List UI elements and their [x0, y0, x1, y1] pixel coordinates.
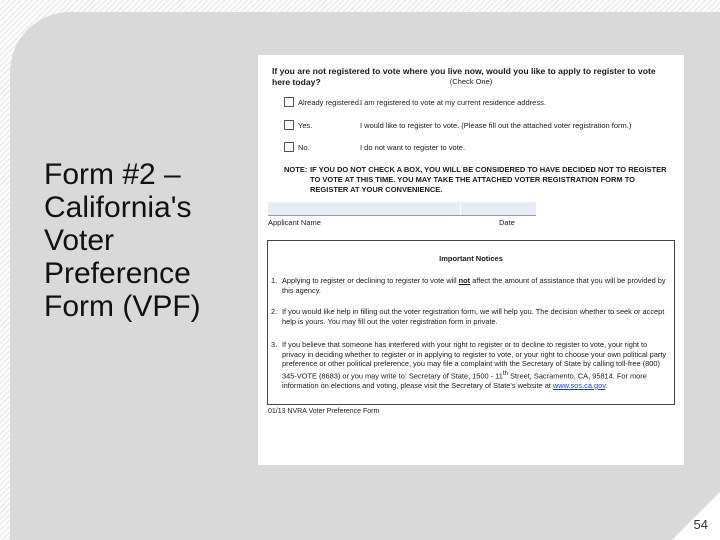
notice-emphasis: not	[458, 276, 471, 285]
note-text: IF YOU DO NOT CHECK A BOX, YOU WILL BE CONSIDERED TO HAVE DECIDED NOT TO REGISTER TO VOTE AT THIS TIME. YOU MAY TAKE THE ATTACHED VOTER REGISTRATION FORM TO REGISTER AT YOUR CONVENIENCE.	[310, 165, 667, 194]
applicant-name-label: Applicant Name	[268, 218, 321, 227]
notice-text: affect the amount of assistance that you will be provided by this agency.	[282, 276, 666, 295]
checkbox	[284, 142, 294, 152]
notice-text: .	[605, 380, 608, 390]
notice-item	[271, 276, 669, 295]
notice-item	[271, 307, 669, 326]
option-label: No.	[298, 143, 310, 152]
notice-number: 3.	[271, 340, 278, 349]
applicant-signature-line	[268, 202, 536, 216]
notices-title: Important Notices	[439, 254, 503, 263]
slide-title	[44, 158, 244, 323]
check-one-hint: (Check One)	[449, 77, 493, 86]
important-notices-box	[267, 240, 675, 405]
date-label: Date	[499, 218, 515, 227]
notice-body	[282, 340, 669, 390]
option-description: I would like to register to vote. (Please fill out the attached voter registration form.)	[360, 121, 632, 130]
option-no	[284, 142, 674, 156]
option-description: I do not want to register to vote.	[360, 143, 466, 152]
title-line: Form #2 –	[44, 158, 181, 191]
title-line: Preference	[44, 257, 191, 290]
option-label: Yes.	[298, 121, 313, 130]
notice-number: 1.	[271, 276, 278, 285]
checkbox	[284, 120, 294, 130]
option-yes	[284, 120, 674, 134]
notice-text: Applying to register or declining to register to vote will	[282, 276, 459, 285]
notice-body: If you would like help in filling out the voter registration form, we will help you. The decision whether to seek or accept help is yours. You may fill out the voter registration form in private.	[282, 307, 665, 326]
voter-preference-form-image	[258, 55, 684, 465]
corner-fold	[672, 492, 720, 540]
notice-body	[282, 276, 669, 295]
title-line: California's	[44, 191, 192, 224]
field-divider	[460, 202, 461, 215]
title-line: Voter	[44, 224, 115, 257]
notice-superscript: th	[502, 369, 509, 377]
notice-text: If you believe that someone has interfered with your right to register or to decline to register to vote, your right to privacy in deciding whether to register or in applying to register to vote, or your right to choose your own political party preference or other political preference, you may file a complaint with the Secretary of State by calling toll-free (800) 345-VOTE (8683) or you may write to: Secretary of State, 1500 - 11	[282, 340, 667, 381]
option-description: I am registered to vote at my current residence address.	[360, 98, 546, 107]
sos-website-link: www.sos.ca.gov	[552, 380, 606, 390]
option-label: Already registered.	[298, 98, 361, 107]
checkbox	[284, 97, 294, 107]
form-question: If you are not registered to vote where you live now, would you like to apply to register to vote here today?	[272, 66, 656, 87]
notice-item	[271, 340, 669, 390]
note-label: NOTE:	[284, 165, 308, 174]
page-number: 54	[693, 517, 708, 532]
option-already-registered	[284, 97, 674, 111]
notice-number: 2.	[271, 307, 278, 316]
form-footer-code: 01/13 NVRA Voter Preference Form	[268, 408, 380, 415]
title-line: Form (VPF)	[44, 290, 201, 323]
notice-text: Street, Sacramento, CA, 95814. For more information on elections and voting, please visit the Secretary of State's website at	[282, 371, 647, 390]
